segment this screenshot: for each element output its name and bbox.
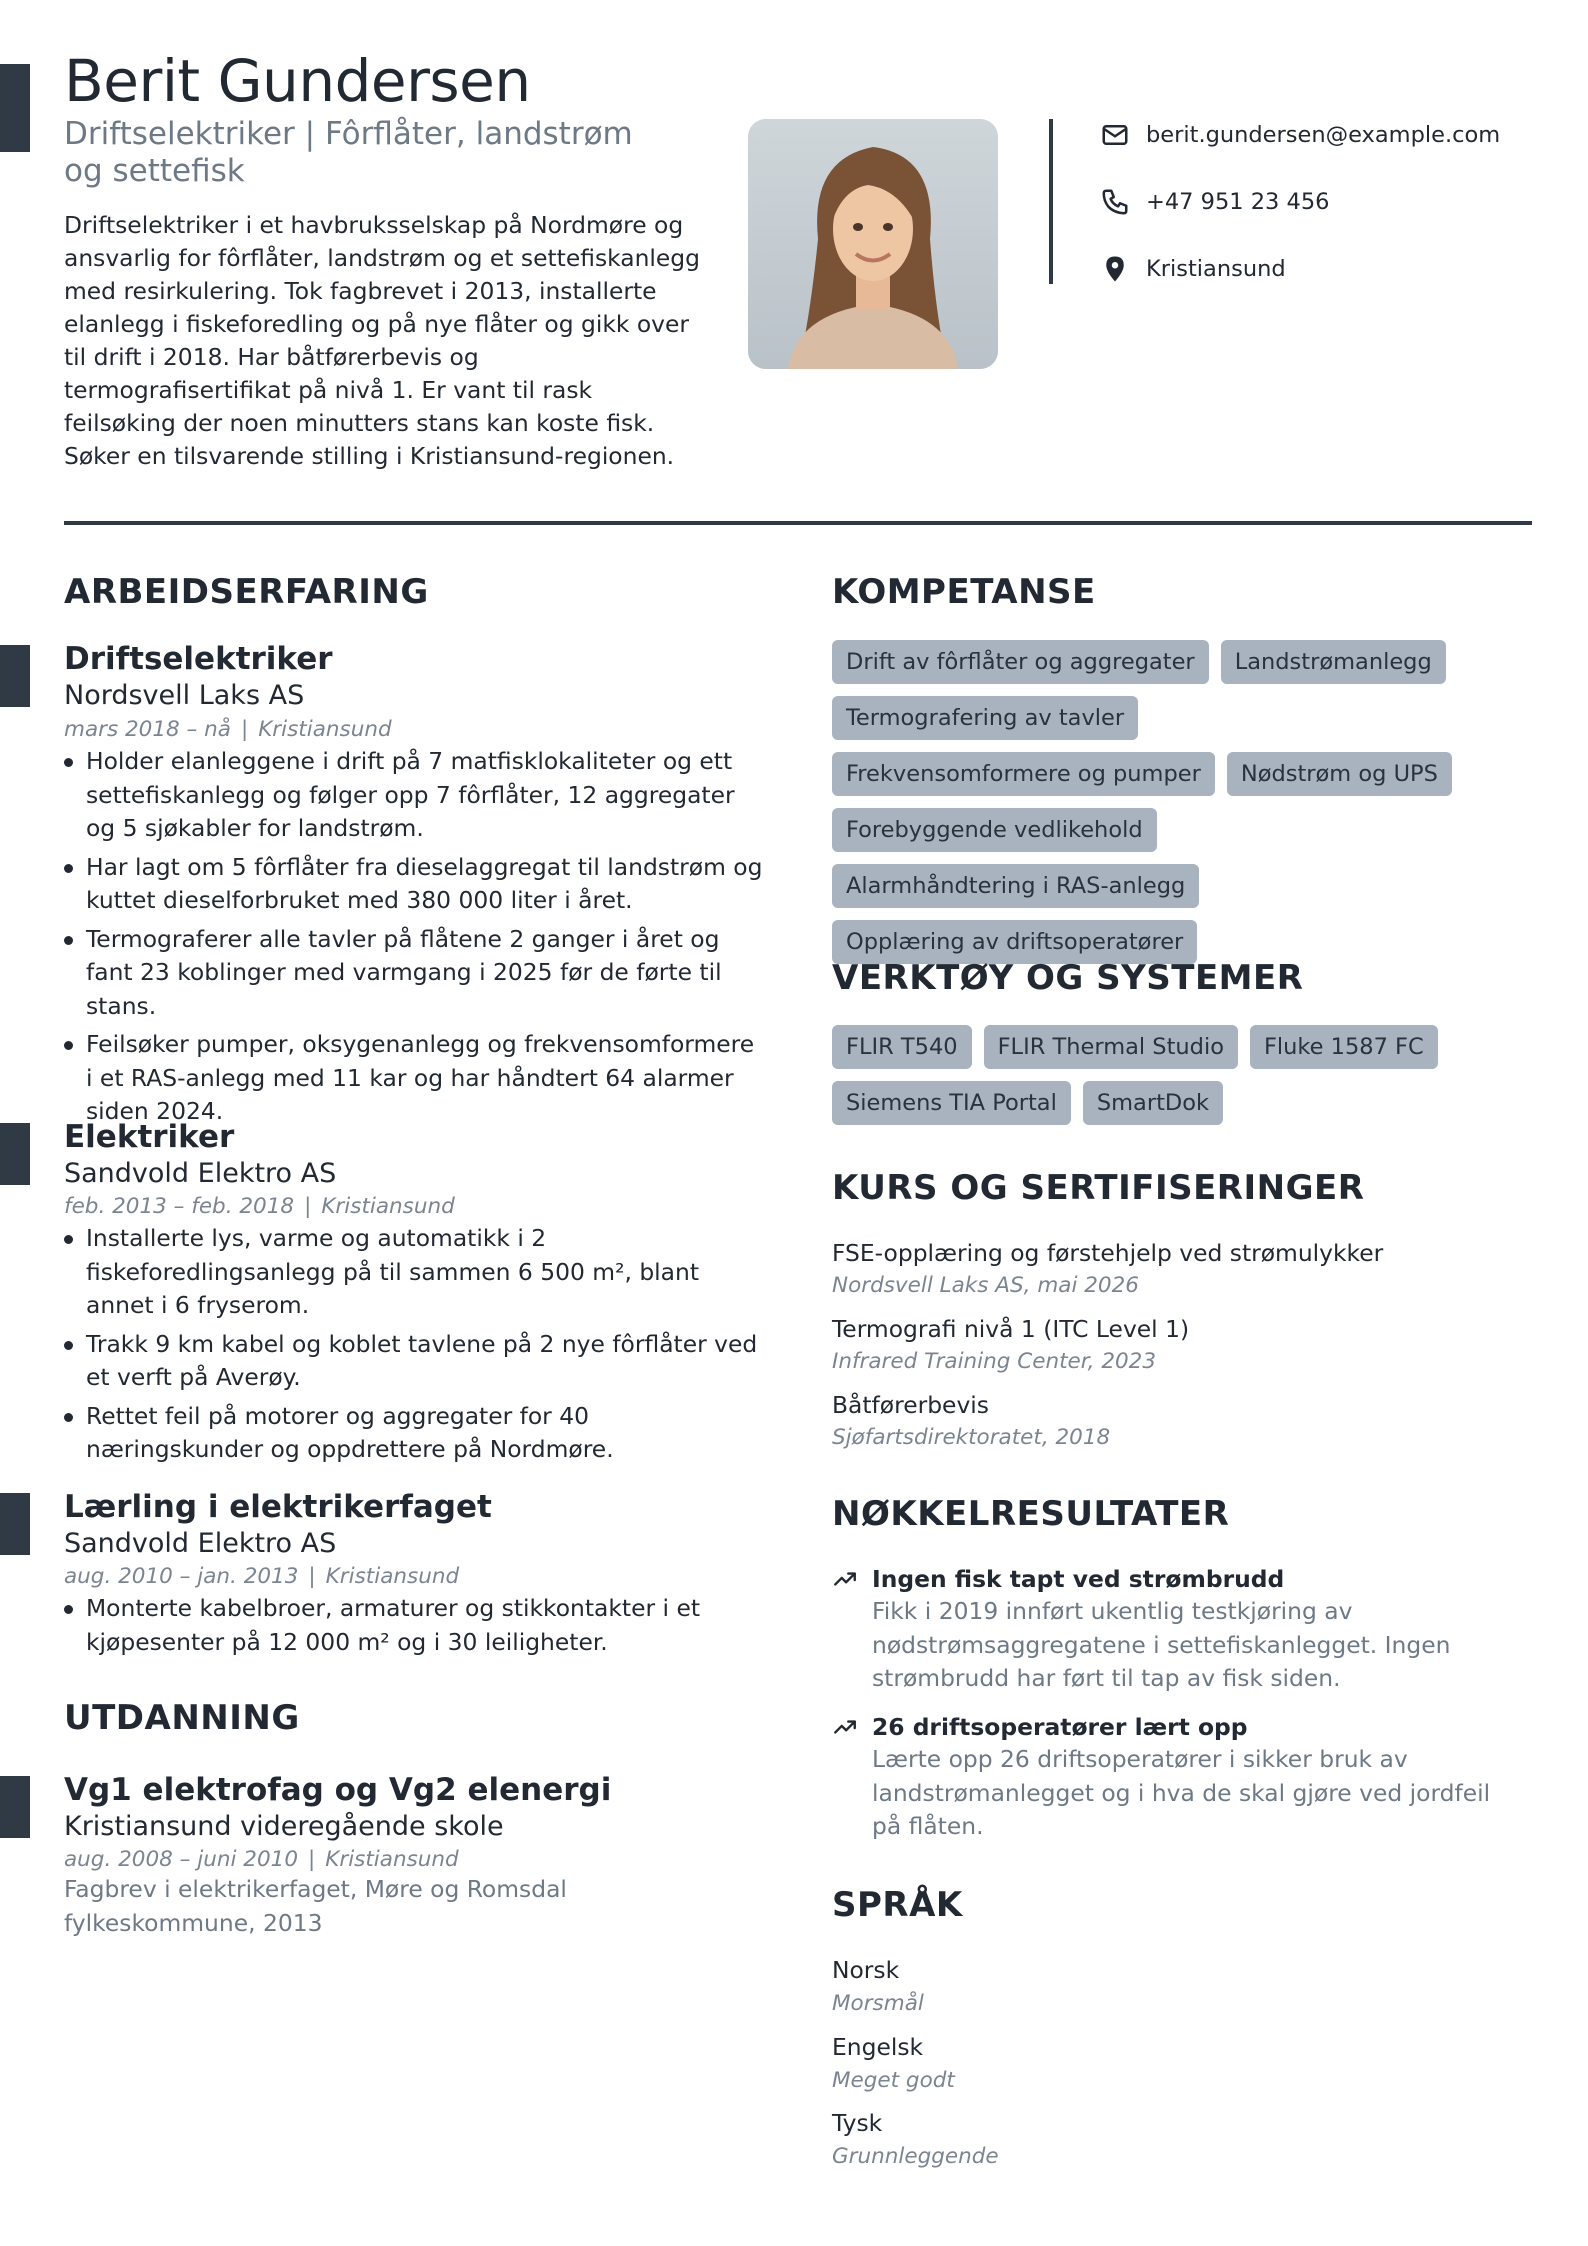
job-dates-1: mars 2018 – nå — [64, 717, 231, 742]
candidate-name: Berit Gundersen — [64, 47, 531, 115]
education-title: Vg1 elektrofag og Vg2 elenergi — [64, 1772, 612, 1808]
job-location-3: Kristiansund — [325, 1564, 460, 1589]
education-meta — [64, 1846, 459, 1874]
skill-chip: Forebyggende vedlikehold — [832, 808, 1157, 852]
language-name-2: Engelsk — [832, 2033, 924, 2061]
skill-chip: Landstrømanlegg — [1221, 640, 1446, 684]
section-heading-languages: SPRÅK — [832, 1885, 963, 1925]
skill-chip: Nødstrøm og UPS — [1227, 752, 1452, 796]
list-item: Rettet feil på motorer og aggregater for 40 næringskunder og oppdrettere på Nordmøre. — [64, 1400, 764, 1467]
course-name-1: FSE-opplæring og førstehjelp ved strømulykker — [832, 1239, 1384, 1267]
profile-photo — [748, 119, 998, 369]
job-meta-1 — [64, 716, 392, 744]
job-meta-2 — [64, 1193, 455, 1221]
education-note: Fagbrev i elektrikerfaget, Møre og Romsdal fylkeskommune, 2013 — [64, 1875, 567, 1937]
list-item: Termograferer alle tavler på flåtene 2 ganger i året og fant 23 koblinger med varmgang i 2025 før de førte til stans. — [64, 923, 764, 1024]
job-bullets-1 — [64, 745, 764, 1134]
skill-chip: Drift av fôrflåter og aggregater — [832, 640, 1209, 684]
skill-chip: Alarmhåndtering i RAS-anlegg — [832, 864, 1199, 908]
section-heading-experience: ARBEIDSERFARING — [64, 572, 429, 612]
list-item: Feilsøker pumper, oksygenanlegg og frekvensomformere i et RAS-anlegg med 11 kar og har håndtert 64 alarmer siden 2024. — [64, 1028, 764, 1129]
meta-separator: | — [240, 717, 249, 742]
portrait-illustration — [748, 119, 998, 369]
map-pin-icon — [1100, 254, 1130, 284]
header-divider — [64, 521, 1532, 525]
tool-chip: Fluke 1587 FC — [1250, 1025, 1438, 1069]
meta-separator: | — [308, 1847, 316, 1872]
contact-location — [1100, 251, 1540, 287]
skills-chips — [832, 640, 1532, 964]
result-title-1: Ingen fisk tapt ved strømbrudd — [872, 1565, 1285, 1593]
tool-chip: SmartDok — [1083, 1081, 1223, 1125]
result-text-1: Fikk i 2019 innført ukentlig testkjøring av nødstrømsaggregatene i settefiskanlegget. Ingen strømbrudd har ført til tap av fisk siden. — [872, 1597, 1451, 1692]
meta-separator: | — [308, 1564, 316, 1589]
tool-chip: FLIR Thermal Studio — [984, 1025, 1238, 1069]
phone-text: +47 951 23 456 — [1146, 189, 1330, 215]
result-item-2 — [832, 1711, 1512, 1844]
language-level-3: Grunnleggende — [832, 2144, 999, 2169]
section-heading-education: UTDANNING — [64, 1698, 300, 1738]
contact-email[interactable] — [1100, 117, 1540, 153]
job-location-1: Kristiansund — [258, 717, 392, 742]
result-item-1 — [832, 1563, 1512, 1696]
list-item: Monterte kabelbroer, armaturer og stikkontakter i et kjøpesenter på 12 000 m² og i 30 leiligheter. — [64, 1592, 764, 1659]
job-company-2: Sandvold Elektro AS — [64, 1158, 337, 1189]
job-company-1: Nordsvell Laks AS — [64, 680, 305, 711]
course-meta-3: Sjøfartsdirektoratet, 2018 — [832, 1425, 1111, 1450]
phone-icon — [1100, 187, 1130, 217]
accent-bar-education — [0, 1776, 30, 1838]
language-level-1: Morsmål — [832, 1991, 924, 2016]
contact-phone[interactable] — [1100, 184, 1540, 220]
job-dates-3: aug. 2010 – jan. 2013 — [64, 1564, 299, 1589]
trending-up-icon — [832, 1566, 858, 1592]
education-dates: aug. 2008 – juni 2010 — [64, 1847, 299, 1872]
section-heading-skills: KOMPETANSE — [832, 572, 1096, 612]
list-item: Installerte lys, varme og automatikk i 2 fiskeforedlingsanlegg på til sammen 6 500 m², blant annet i 6 fryserom. — [64, 1222, 764, 1323]
course-name-3: Båtførerbevis — [832, 1391, 989, 1419]
course-name-2: Termografi nivå 1 (ITC Level 1) — [832, 1315, 1190, 1343]
list-item: Holder elanleggene i drift på 7 matfisklokaliteter og ett settefiskanlegg og følger opp 7 fôrflåter, 12 aggregater og 5 sjøkabler for landstrøm. — [64, 745, 764, 846]
skill-chip: Frekvensomformere og pumper — [832, 752, 1215, 796]
list-item: Trakk 9 km kabel og koblet tavlene på 2 nye fôrflåter ved et verft på Averøy. — [64, 1328, 764, 1395]
list-item: Har lagt om 5 fôrflåter fra dieselaggregat til landstrøm og kuttet dieselforbruket med 380 000 liter i året. — [64, 851, 764, 918]
job-meta-3 — [64, 1563, 459, 1591]
result-heading-2 — [832, 1711, 1512, 1743]
candidate-subtitle: Driftselektriker | Fôrflåter, landstrøm og settefisk — [64, 116, 633, 189]
job-title-2: Elektriker — [64, 1119, 235, 1155]
job-dates-2: feb. 2013 – feb. 2018 — [64, 1194, 295, 1219]
language-name-3: Tysk — [832, 2109, 883, 2137]
accent-bar-header — [0, 64, 30, 152]
result-text-2: Lærte opp 26 driftsoperatører i sikker bruk av landstrømanlegget og i hva de skal gjøre ved jordfeil på flåten. — [872, 1745, 1491, 1840]
envelope-icon — [1100, 120, 1130, 150]
job-title-3: Lærling i elektrikerfaget — [64, 1489, 492, 1525]
language-name-1: Norsk — [832, 1956, 900, 1984]
result-title-2: 26 driftsoperatører lært opp — [872, 1713, 1248, 1741]
accent-bar-job-1 — [0, 645, 30, 707]
tools-chips — [832, 1025, 1472, 1125]
language-level-2: Meget godt — [832, 2068, 955, 2093]
trending-up-icon — [832, 1714, 858, 1740]
contact-divider — [1049, 119, 1053, 284]
section-heading-results: NØKKELRESULTATER — [832, 1494, 1230, 1534]
section-heading-tools: VERKTØY OG SYSTEMER — [832, 958, 1304, 998]
email-text: berit.gundersen@example.com — [1146, 122, 1501, 148]
meta-separator: | — [304, 1194, 312, 1219]
summary-text: Driftselektriker i et havbruksselskap på Nordmøre og ansvarlig for fôrflåter, landstrøm og et settefiskanlegg med resirkulering. Tok fagbrevet i 2013, installerte elanlegg i fiskeforedling og på nye flåter og gikk over til drift i 2018. Har båtførerbevis og termografisertifikat på nivå 1. Er vant til rask feilsøking der noen minutters stans kan koste fisk. Søker en tilsvarende stilling i Kristiansund-regionen. — [64, 211, 701, 470]
location-text: Kristiansund — [1146, 256, 1286, 282]
job-company-3: Sandvold Elektro AS — [64, 1528, 337, 1559]
job-bullets-2 — [64, 1222, 764, 1472]
skill-chip: Termografering av tavler — [832, 696, 1138, 740]
job-title-1: Driftselektriker — [64, 641, 333, 677]
education-school: Kristiansund videregående skole — [64, 1811, 504, 1842]
result-heading-1 — [832, 1563, 1512, 1595]
job-location-2: Kristiansund — [321, 1194, 455, 1219]
job-bullets-3 — [64, 1592, 764, 1664]
course-meta-1: Nordsvell Laks AS, mai 2026 — [832, 1273, 1139, 1298]
section-heading-courses: KURS OG SERTIFISERINGER — [832, 1168, 1365, 1208]
education-location: Kristiansund — [325, 1847, 459, 1872]
tool-chip: FLIR T540 — [832, 1025, 972, 1069]
skill-chip: Opplæring av driftsoperatører — [832, 920, 1197, 964]
accent-bar-job-2 — [0, 1123, 30, 1185]
course-meta-2: Infrared Training Center, 2023 — [832, 1349, 1157, 1374]
accent-bar-job-3 — [0, 1493, 30, 1555]
tool-chip: Siemens TIA Portal — [832, 1081, 1071, 1125]
